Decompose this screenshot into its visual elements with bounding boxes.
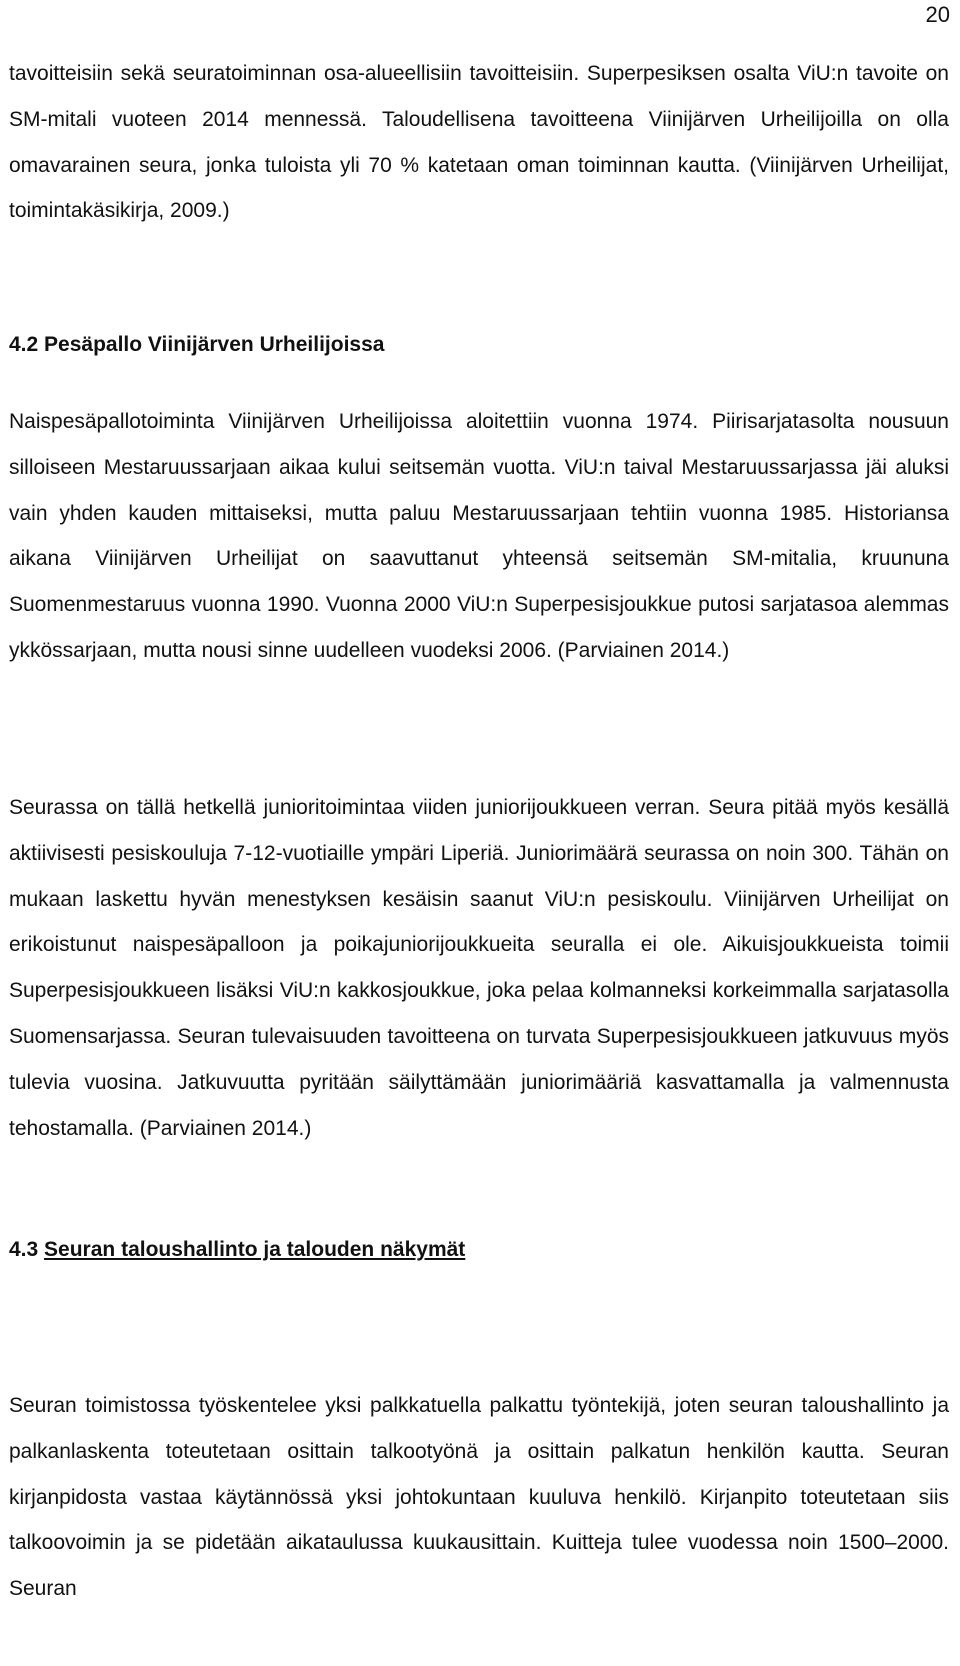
section-title: Seuran taloushallinto ja talouden näkymät (44, 1238, 466, 1261)
paragraph-history: Naispesäpallotoiminta Viinijärven Urheilijoissa aloitettiin vuonna 1974. Piirisarjatasolta nousuun silloiseen Mestaruussarjaan aikaa kului seitsemän vuotta. ViU:n taival Mestaruussarjassa jäi aluksi vain yhden kauden mittaiseksi, mutta paluu Mestaruussarjaan tehtiin vuonna 1985. Historiansa aikana Viinijärven Urheilijat on saavuttanut yhteensä seitsemän SM-mitalia, kruununa Suomenmestaruus vuonna 1990. Vuonna 2000 ViU:n Superpesisjoukkue putosi sarjatasoa alemmas ykkössarjaan, mutta nousi sinne uudelleen vuodeksi 2006. (Parviainen 2014.) (9, 410, 949, 662)
section-heading-4-3 (9, 1238, 465, 1262)
section-number: 4.3 (9, 1238, 39, 1261)
section-heading-4-2: 4.2 Pesäpallo Viinijärven Urheilijoissa (9, 333, 385, 356)
paragraph-juniors: Seurassa on tällä hetkellä junioritoimintaa viiden juniorijoukkueen verran. Seura pitää myös kesällä aktiivisesti pesiskouluja 7-12-vuotiaille ympäri Liperiä. Juniorimäärä seurassa on noin 300. Tähän on mukaan laskettu hyvän menestyksen kesäisin saanut ViU:n pesiskoulu. Viinijärven Urheilijat on erikoistunut naispesäpalloon ja poikajuniorijoukkueita seuralla ei ole. Aikuisjoukkueista toimii Superpesisjoukkueen lisäksi ViU:n kakkosjoukkue, joka pelaa kolmanneksi korkeimmalla sarjatasolla Suomensarjassa. Seuran tulevaisuuden tavoitteena on turvata Superpesisjoukkueen jatkuvuus myös tulevia vuosina. Jatkuvuutta pyritään säilyttämään juniorimääriä kasvattamalla ja valmennusta tehostamalla. (Parviainen 2014.) (9, 796, 949, 1140)
paragraph-goals: tavoitteisiin sekä seuratoiminnan osa-alueellisiin tavoitteisiin. Superpesiksen osalta ViU:n tavoite on SM-mitali vuoteen 2014 mennessä. Taloudellisena tavoitteena Viinijärven Urheilijoilla on olla omavarainen seura, jonka tuloista yli 70 % katetaan oman toiminnan kautta. (Viinijärven Urheilijat, toimintakäsikirja, 2009.) (9, 62, 949, 223)
paragraph-finances: Seuran toimistossa työskentelee yksi palkkatuella palkattu työntekijä, joten seuran taloushallinto ja palkanlaskenta toteutetaan osittain talkootyönä ja osittain palkatun henkilön kautta. Seuran kirjanpidosta vastaa käytännössä yksi johtokuntaan kuuluva henkilö. Kirjanpito toteutetaan siis talkoovoimin ja se pidetään aikataulussa kuukausittain. Kuitteja tulee vuodessa noin 1500–2000. Seuran (9, 1394, 949, 1601)
page-number: 20 (925, 2, 950, 27)
